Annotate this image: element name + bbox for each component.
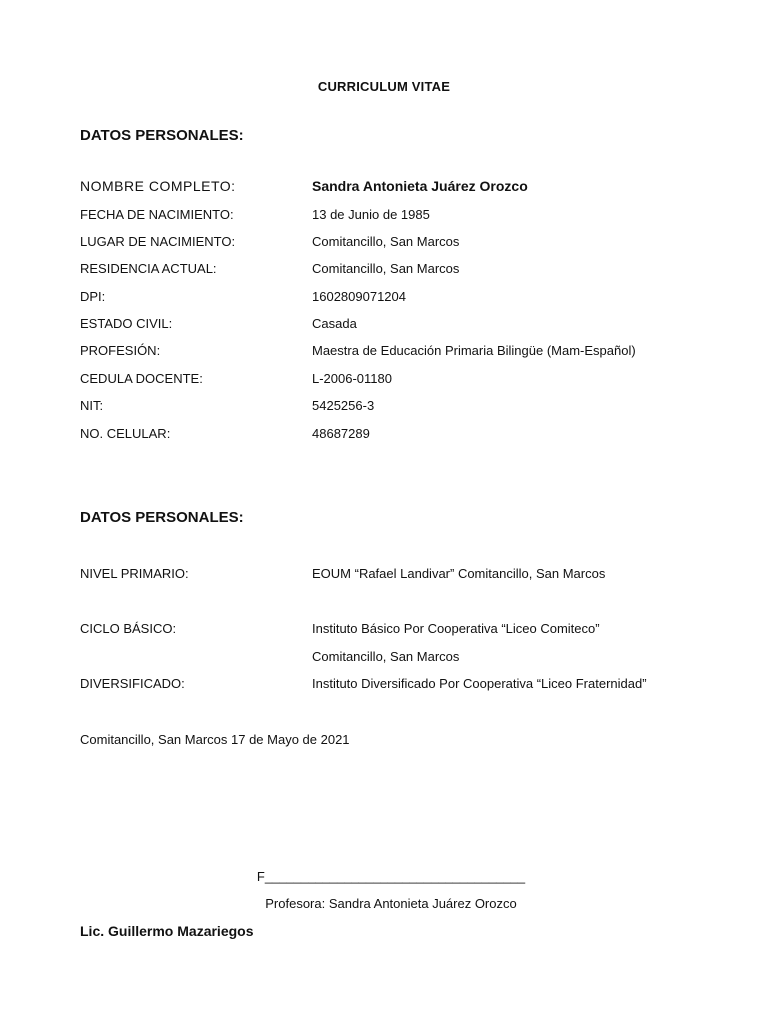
field-value-ciclo-basico: Instituto Básico Por Cooperativa “Liceo Comiteco” [312, 621, 600, 636]
field-value-diversificado: Instituto Diversificado Por Cooperativa “Liceo Fraternidad” [312, 676, 647, 691]
field-value-nombre: Sandra Antonieta Juárez Orozco [312, 178, 528, 194]
field-label-ciclo-basico: CICLO BÁSICO: [80, 621, 177, 636]
field-label-residencia: RESIDENCIA ACTUAL: [80, 261, 217, 276]
field-value-profesion: Maestra de Educación Primaria Bilingüe (Mam-Español) [312, 343, 636, 358]
section-heading-personal: DATOS PERSONALES: [80, 127, 244, 144]
field-value-ciclo-basico-line2: Comitancillo, San Marcos [312, 649, 460, 664]
field-label-estado-civil: ESTADO CIVIL: [80, 316, 173, 331]
field-label-nit: NIT: [80, 398, 104, 413]
document-title: CURRICULUM VITAE [317, 79, 451, 94]
field-label-nivel-primario: NIVEL PRIMARIO: [80, 566, 189, 581]
field-label-profesion: PROFESIÓN: [80, 343, 161, 358]
field-label-celular: NO. CELULAR: [80, 426, 171, 441]
field-label-dpi: DPI: [80, 289, 106, 304]
signature-line: F____________________________________ [256, 869, 526, 884]
section-heading-education: DATOS PERSONALES: [80, 509, 244, 526]
field-value-lugar-nacimiento: Comitancillo, San Marcos [312, 234, 460, 249]
field-label-cedula: CEDULA DOCENTE: [80, 371, 203, 386]
field-value-nit: 5425256-3 [312, 398, 375, 413]
field-value-nivel-primario: EOUM “Rafael Landivar” Comitancillo, San Marcos [312, 566, 606, 581]
field-value-residencia: Comitancillo, San Marcos [312, 261, 460, 276]
field-value-dpi: 1602809071204 [312, 289, 406, 304]
lic-name: Lic. Guillermo Mazariegos [80, 923, 254, 939]
field-value-fecha-nacimiento: 13 de Junio de 1985 [312, 207, 430, 222]
place-date: Comitancillo, San Marcos 17 de Mayo de 2021 [80, 732, 350, 747]
field-value-estado-civil: Casada [312, 316, 357, 331]
field-label-lugar-nacimiento: LUGAR DE NACIMIENTO: [80, 234, 236, 249]
field-label-fecha-nacimiento: FECHA DE NACIMIENTO: [80, 207, 234, 222]
field-label-nombre: NOMBRE COMPLETO: [80, 178, 236, 194]
field-value-celular: 48687289 [312, 426, 370, 441]
signature-name: Profesora: Sandra Antonieta Juárez Orozco [265, 896, 517, 911]
field-value-cedula: L-2006-01180 [312, 371, 392, 386]
field-label-diversificado: DIVERSIFICADO: [80, 676, 185, 691]
